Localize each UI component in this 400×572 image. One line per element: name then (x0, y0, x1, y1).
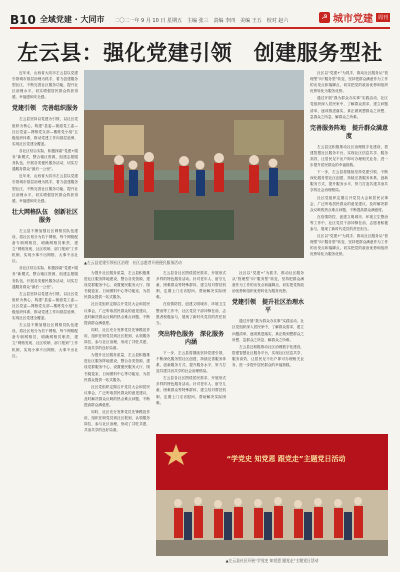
paragraph: 为提升社区服务质量，左云县积极推进社区服务阵地建设，整合各类资源，建设党群服务中心，设置便民服务大厅、图书阅览室、日间照料中心等功能室，为居民群众提供一站式服务。 (84, 271, 150, 300)
paragraph: 通过开展“我为群众办实事”实践活动，社区党组织深入居民家中，了解群众需求，建立问题清单，逐项推进落实，真正做到想群众之所想、急群众之所急、解群众之所难。 (232, 319, 304, 342)
paragraph: 为提升社区服务质量，左云县积极推进社区服务阵地建设，整合各类资源，建设党群服务中心，设置便民服务大厅、图书阅览室、日间照料中心等功能室，为居民群众提供一站式服务。 (84, 353, 150, 382)
paragraph: 近年来，山西省大同市左云县以党建引领城市基层治理为抓手，着力创建服务型社区，不断完善社区服务功能，提升社区治理水平，切实增强居民群众的获得感、幸福感和安全感。 (12, 174, 78, 203)
paragraph: 在疫情防控、创建文明城市、环境卫生整治等工作中，社区党员干部冲锋在前，志愿者积极参与，展现了新时代党员的责任担当。 (310, 214, 388, 231)
top-photo (84, 70, 304, 258)
column-4 (232, 270, 304, 430)
paragraph: 左云县各社区围绕居民需求，开展形式多样的特色服务活动。针对老年人、留守儿童、困难群众等特殊群体，建立结对帮扶机制，定期上门走访慰问，帮助解决实际困难。 (156, 271, 226, 300)
subhead: 党建引领 提升社区治理水平 (232, 299, 304, 315)
paragraph: 下一步，左云县将继续坚持党建引领，不断深化服务型社区创建，持续完善服务体系，创新服务方式，提升服务水平，努力打造共建共治共享的社会治理格局。 (310, 170, 388, 193)
bottom-photo (156, 434, 388, 556)
subhead: 党建引领 完善组织服务 (12, 105, 78, 113)
paragraph: 各社区结合实际，积极探索“党建+服务”新模式，整合辖区资源，组建志愿服务队伍，开展各类便民服务活动，切实打通服务群众“最后一公里”。 (12, 148, 78, 172)
paragraph: 社区党组织定期召开党员大会和居民议事会，广泛听取居民群众的意见建议，及时解决群众反映的热点难点问题，不断提高群众满意度。 (310, 195, 388, 212)
paragraph: 左云县各社区围绕居民需求，开展形式多样的特色服务活动。针对老年人、留守儿童、困难群众等特殊群体，建立结对帮扶机制，定期上门走访慰问，帮助解决实际困难。 (156, 376, 226, 405)
paragraph: 社区以“党建+”为抓手，推动社区服务从“管理型”向“服务型”转变，坚持把群众满意作为工作的出发点和落脚点，切实把党的政治优势和组织优势转化为服务优势。 (232, 271, 304, 294)
paragraph: 社区以“党建+”为抓手，推动社区服务从“管理型”向“服务型”转变，坚持把群众满意作为工作的出发点和落脚点，切实把党的政治优势和组织优势转化为服务优势。 (310, 71, 388, 94)
paragraph: 左云县不断加强社区网格员队伍建设，将社区划分为若干网格，每个网格配备专职网格员，明确网格员职责，建立“网格发现、社区吹哨、部门报到”工作机制，实现小事不出网格、大事不出社区。 (12, 228, 78, 264)
section-title: 全域党建 · 大同市 (39, 15, 105, 24)
paragraph: 同时，社区充分发挥党员先锋模范作用，组织在职党员到社区报到，认领服务岗位，参与社区治理，形成了共驻共建、共治共享的良好局面。 (84, 327, 150, 351)
column-3 (156, 270, 226, 430)
paragraph: 左云县还积极推动社区治理数字化建设，搭建智慧社区服务平台，实现社区信息共享、服务高效，让居民足不出户即可办理相关业务，进一步提升居民群众的幸福指数。 (232, 344, 304, 368)
column-5 (310, 70, 388, 378)
top-photo-caption: ▲左云县党建引领社区治理 社区志愿者开展便民服务活动 (84, 260, 182, 265)
subhead: 完善服务阵地 提升群众满意度 (310, 124, 388, 140)
paragraph: 左云县坚持以党建为引领，以社区党组织为核心，构建“县委—街道党工委—社区党委—网格党支部—楼栋党小组”五级组织体系，推动党建工作向基层延伸，实现社区党建全覆盖。 (12, 291, 78, 321)
brand (319, 10, 390, 27)
headline: 左云县：强化党建引领 创建服务型社 (17, 40, 383, 65)
brand-tag: 周刊 (377, 15, 388, 21)
column-1 (12, 70, 78, 564)
paragraph: 社区以“党建+”为抓手，推动社区服务从“管理型”向“服务型”转变，坚持把群众满意作为工作的出发点和落脚点，切实把党的政治优势和组织优势转化为服务优势。 (310, 234, 388, 257)
issue-meta: 二〇二一年 9 月 10 日 星期五 主编 张三 责编 李四 美编 王五 校对 赵六 (114, 18, 289, 24)
subhead: 突出特色服务 深化服务内涵 (157, 330, 224, 346)
paragraph: 在疫情防控、创建文明城市、环境卫生整治等工作中，社区党员干部冲锋在前，志愿者积极参与，展现了新时代党员的责任担当。 (156, 302, 226, 325)
paragraph: 社区党组织定期召开党员大会和居民议事会，广泛听取居民群众的意见建议，及时解决群众反映的热点难点问题，不断提高群众满意度。 (84, 302, 150, 325)
party-emblem-icon: ☭ (319, 12, 330, 23)
paragraph: 左云县不断加强社区网格员队伍建设，将社区划分为若干网格，每个网格配备专职网格员，明确网格员职责，建立“网格发现、社区吹哨、部门报到”工作机制，实现小事不出网格、大事不出社区。 (12, 323, 78, 358)
paragraph: 同时，社区充分发挥党员先锋模范作用，组织在职党员到社区报到，认领服务岗位，参与社区治理，形成了共驻共建、共治共享的良好局面。 (84, 410, 150, 433)
page-number: B10 (10, 13, 36, 27)
paragraph: 近年来，山西省大同市左云县以党建引领城市基层治理为抓手，着力创建服务型社区，不断完善社区服务功能，提升社区治理水平，切实增强居民群众的获得感、幸福感和安全感。 (12, 71, 78, 100)
brand-name: 城市党建 (332, 14, 373, 25)
page-header (10, 5, 390, 29)
subhead: 壮大网格队伍 创新社区服务 (12, 208, 78, 224)
paragraph: 各社区结合实际，积极探索“党建+服务”新模式，整合辖区资源，组建志愿服务队伍，开展各类便民服务活动，切实打通服务群众“最后一公里”。 (12, 266, 78, 289)
column-2 (84, 270, 150, 564)
paragraph: 通过开展“我为群众办实事”实践活动，社区党组织深入居民家中，了解群众需求，建立问题清单，逐项推进落实，真正做到想群众之所想、急群众之所急、解群众之所难。 (310, 96, 388, 119)
bottom-photo-caption: ▲左云县社区开展“学党史 知党恩 跟党走”主题党日活动 (225, 558, 319, 563)
paragraph: 左云县坚持以党建为引领，以社区党组织为核心，构建“县委—街道党工委—社区党委—网格党支部—楼栋党小组”五级组织体系，推动党建工作向基层延伸，实现社区党建全覆盖。 (12, 117, 78, 146)
paragraph: 社区党组织定期召开党员大会和居民议事会，广泛听取居民群众的意见建议，及时解决群众反映的热点难点问题，不断提高群众满意度。 (84, 384, 150, 407)
paragraph: 左云县还积极推动社区治理数字化建设，搭建智慧社区服务平台，实现社区信息共享、服务高效，让居民足不出户即可办理相关业务，进一步提升居民群众的幸福指数。 (310, 144, 388, 168)
banner-text: “学党史 知党恩 跟党走”主题党日活动 (226, 455, 346, 463)
paragraph: 下一步，左云县将继续坚持党建引领，不断深化服务型社区创建，持续完善服务体系，创新服务方式，提升服务水平，努力打造共建共治共享的社会治理格局。 (156, 350, 226, 374)
